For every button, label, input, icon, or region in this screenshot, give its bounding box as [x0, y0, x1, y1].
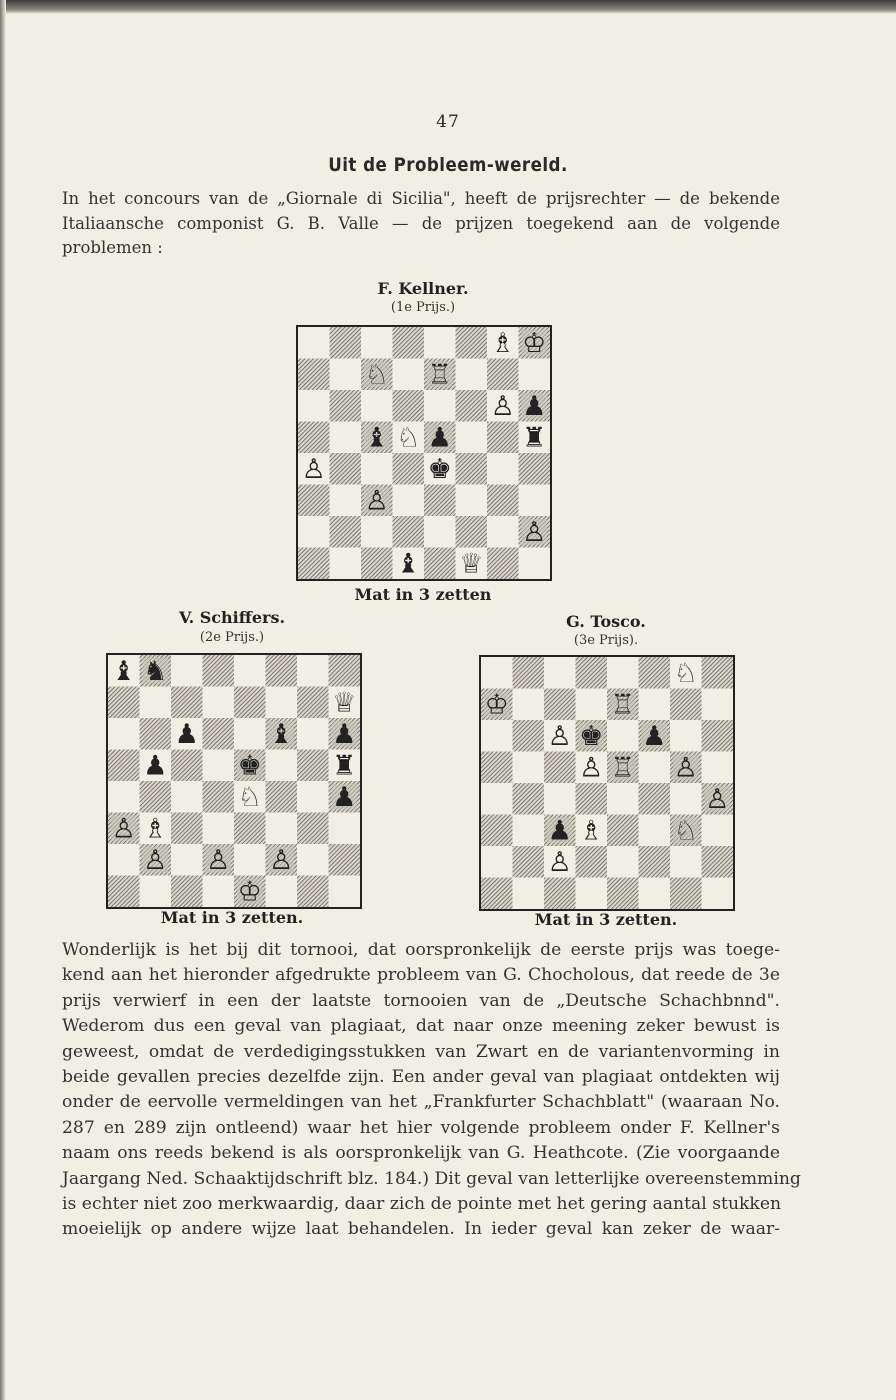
dark-square — [487, 422, 519, 454]
light-square — [639, 815, 671, 847]
light-square — [140, 687, 172, 719]
white-knight-icon: ♘ — [396, 422, 421, 454]
black-rook-icon: ♜ — [332, 750, 357, 782]
caption-3: Mat in 3 zetten. — [534, 910, 678, 929]
dark-square — [393, 453, 425, 485]
dark-square — [234, 813, 266, 845]
light-square — [140, 876, 172, 908]
dark-square — [393, 390, 425, 422]
white-bishop-icon: ♗ — [490, 327, 515, 359]
black-pawn-icon: ♟ — [174, 718, 199, 750]
light-square — [171, 655, 203, 687]
light-square — [203, 876, 235, 908]
prize-label-1: (1e Prijs.) — [390, 300, 456, 315]
light-square — [361, 516, 393, 548]
dark-square — [297, 876, 329, 908]
white-king-icon: ♔ — [484, 689, 509, 721]
page-edge-left — [0, 0, 6, 1400]
body-line: kend aan het hieronder afgedrukte probleem van G. Chocholous, dat reede de 3e — [62, 965, 780, 986]
body-line: prijs verwierf in een der laatste tornooien van de „Deutsche Schachbnnd". — [62, 990, 780, 1011]
composer-tosco: G. Tosco. — [566, 612, 646, 631]
body-line: Jaargang Ned. Schaaktijdschrift blz. 184.) Dit geval van letterlijke overeenstemming — [62, 1168, 801, 1189]
light-square — [513, 689, 545, 721]
dark-square — [487, 485, 519, 517]
white-pawn-icon: ♙ — [111, 813, 136, 845]
dark-square — [171, 750, 203, 782]
caption-2: Mat in 3 zetten. — [160, 908, 304, 927]
composer-kellner: F. Kellner. — [377, 279, 469, 298]
black-king-icon: ♚ — [579, 720, 604, 752]
dark-square — [513, 720, 545, 752]
dark-square — [140, 718, 172, 750]
white-knight-icon: ♘ — [237, 781, 262, 813]
prize-label-3: (3e Prijs). — [573, 633, 639, 648]
light-square — [393, 359, 425, 391]
white-bishop-icon: ♗ — [143, 813, 168, 845]
dark-square — [456, 327, 488, 359]
intro-line: Italiaansche componist G. B. Valle — de prijzen toegekend aan de volgende — [62, 213, 780, 233]
body-line: 287 en 289 zijn ontleend) waar het hier volgende probleem onder F. Kellner's — [62, 1117, 780, 1138]
dark-square — [607, 878, 639, 910]
dark-square — [171, 687, 203, 719]
dark-square — [266, 781, 298, 813]
light-square — [330, 485, 362, 517]
dark-square — [576, 783, 608, 815]
white-pawn-icon: ♙ — [547, 720, 572, 752]
light-square — [607, 846, 639, 878]
black-bishop-icon: ♝ — [111, 655, 136, 687]
intro-line: problemen : — [62, 238, 163, 258]
black-king-icon: ♚ — [237, 750, 262, 782]
black-bishop-icon: ♝ — [364, 422, 389, 454]
body-line: Wonderlijk is het bij dit tornooi, dat oorspronkelijk de eerste prijs was toege- — [62, 940, 780, 960]
light-square — [576, 878, 608, 910]
light-square — [481, 657, 513, 689]
page-title: Uit de Probleem-wereld. — [328, 154, 568, 176]
dark-square — [576, 657, 608, 689]
dark-square — [266, 655, 298, 687]
light-square — [519, 359, 551, 391]
light-square — [203, 687, 235, 719]
dark-square — [544, 752, 576, 784]
light-square — [298, 516, 330, 548]
light-square — [297, 844, 329, 876]
black-rook-icon: ♜ — [522, 422, 547, 454]
white-pawn-icon: ♙ — [269, 844, 294, 876]
dark-square — [298, 422, 330, 454]
white-king-icon: ♔ — [237, 876, 262, 907]
light-square — [234, 844, 266, 876]
white-pawn-icon: ♙ — [364, 485, 389, 517]
light-square — [203, 813, 235, 845]
white-pawn-icon: ♙ — [301, 453, 326, 485]
body-line: onder de eervolle vermeldingen van het „Frankfurter Schachblatt" (waaraan No. — [62, 1092, 780, 1113]
light-square — [607, 657, 639, 689]
dark-square — [171, 813, 203, 845]
light-square — [234, 718, 266, 750]
composer-schiffers: V. Schiffers. — [178, 608, 286, 627]
body-line: geweest, omdat de verdedigingsstukken van Zwart en de variantenvorming in — [62, 1041, 780, 1062]
light-square — [456, 359, 488, 391]
light-square — [424, 390, 456, 422]
light-square — [456, 485, 488, 517]
dark-square — [203, 781, 235, 813]
chess-board-3 — [479, 655, 735, 911]
light-square — [639, 752, 671, 784]
dark-square — [670, 878, 702, 910]
white-knight-icon: ♘ — [673, 815, 698, 847]
intro-line: In het concours van de „Giornale di Sicilia", heeft de prijsrechter — de bekende — [62, 189, 780, 208]
black-bishop-icon: ♝ — [269, 718, 294, 750]
light-square — [670, 846, 702, 878]
light-square — [702, 689, 734, 721]
light-square — [481, 846, 513, 878]
black-bishop-icon: ♝ — [396, 548, 421, 579]
light-square — [297, 718, 329, 750]
black-pawn-icon: ♟ — [332, 781, 357, 813]
light-square — [513, 752, 545, 784]
light-square — [639, 689, 671, 721]
light-square — [330, 548, 362, 580]
light-square — [544, 783, 576, 815]
black-king-icon: ♚ — [427, 453, 452, 485]
light-square — [266, 687, 298, 719]
dark-square — [298, 359, 330, 391]
dark-square — [481, 815, 513, 847]
light-square — [266, 750, 298, 782]
body-line: beide gevallen precies dezelfde zijn. Een ander geval van plagiaat ontdekten wij — [62, 1067, 780, 1088]
chess-diagram-schiffers — [108, 655, 360, 907]
body-line: naam ons reeds bekend is als oorspronkelijk van G. Heathcote. (Zie voorgaande — [62, 1143, 780, 1164]
dark-square — [424, 485, 456, 517]
light-square — [513, 815, 545, 847]
dark-square — [393, 327, 425, 359]
white-rook-icon: ♖ — [427, 359, 452, 391]
light-square — [670, 783, 702, 815]
body-line: is echter niet zoo merkwaardig, daar zich de pointe met het gering aantal stukken — [62, 1194, 782, 1215]
chess-diagram-kellner — [298, 327, 550, 579]
dark-square — [487, 359, 519, 391]
light-square — [544, 657, 576, 689]
white-rook-icon: ♖ — [610, 752, 635, 784]
light-square — [393, 485, 425, 517]
chess-board-2 — [106, 653, 362, 909]
dark-square — [702, 657, 734, 689]
dark-square — [330, 390, 362, 422]
light-square — [424, 516, 456, 548]
black-pawn-icon: ♟ — [427, 422, 452, 454]
light-square — [513, 878, 545, 910]
dark-square — [456, 453, 488, 485]
light-square — [487, 453, 519, 485]
light-square — [481, 720, 513, 752]
dark-square — [576, 846, 608, 878]
light-square — [607, 783, 639, 815]
light-square — [108, 844, 140, 876]
body-paragraph — [62, 938, 801, 1243]
white-rook-icon: ♖ — [610, 689, 635, 721]
dark-square — [330, 453, 362, 485]
white-pawn-icon: ♙ — [206, 844, 231, 876]
page-number: 47 — [436, 112, 460, 132]
dark-square — [108, 750, 140, 782]
light-square — [266, 876, 298, 908]
light-square — [702, 815, 734, 847]
light-square — [266, 813, 298, 845]
white-pawn-icon: ♙ — [673, 752, 698, 784]
dark-square — [361, 548, 393, 580]
dark-square — [639, 846, 671, 878]
light-square — [108, 781, 140, 813]
light-square — [171, 844, 203, 876]
dark-square — [329, 844, 361, 876]
dark-square — [456, 390, 488, 422]
light-square — [330, 422, 362, 454]
light-square — [456, 422, 488, 454]
light-square — [576, 689, 608, 721]
dark-square — [171, 876, 203, 908]
light-square — [203, 750, 235, 782]
dark-square — [297, 813, 329, 845]
dark-square — [108, 687, 140, 719]
dark-square — [639, 657, 671, 689]
white-king-icon: ♔ — [522, 327, 547, 359]
light-square — [329, 876, 361, 908]
light-square — [670, 720, 702, 752]
dark-square — [424, 548, 456, 580]
light-square — [297, 655, 329, 687]
dark-square — [639, 783, 671, 815]
light-square — [702, 752, 734, 784]
dark-square — [330, 327, 362, 359]
chess-board-1 — [296, 325, 552, 581]
dark-square — [513, 846, 545, 878]
dark-square — [513, 657, 545, 689]
dark-square — [487, 548, 519, 580]
dark-square — [234, 687, 266, 719]
dark-square — [297, 750, 329, 782]
light-square — [171, 781, 203, 813]
dark-square — [297, 687, 329, 719]
intro-paragraph — [62, 187, 780, 261]
black-pawn-icon: ♟ — [332, 718, 357, 750]
light-square — [519, 548, 551, 580]
light-square — [234, 655, 266, 687]
light-square — [519, 485, 551, 517]
light-square — [702, 878, 734, 910]
dark-square — [456, 516, 488, 548]
black-pawn-icon: ♟ — [143, 750, 168, 782]
white-pawn-icon: ♙ — [579, 752, 604, 784]
dark-square — [140, 781, 172, 813]
light-square — [607, 720, 639, 752]
dark-square — [519, 453, 551, 485]
dark-square — [203, 718, 235, 750]
dark-square — [108, 876, 140, 908]
dark-square — [298, 548, 330, 580]
dark-square — [203, 655, 235, 687]
dark-square — [702, 846, 734, 878]
dark-square — [702, 720, 734, 752]
black-pawn-icon: ♟ — [642, 720, 667, 752]
white-pawn-icon: ♙ — [522, 516, 547, 548]
prize-label-2: (2e Prijs.) — [199, 630, 265, 645]
white-queen-icon: ♕ — [459, 548, 484, 579]
black-pawn-icon: ♟ — [522, 390, 547, 422]
white-pawn-icon: ♙ — [490, 390, 515, 422]
dark-square — [481, 878, 513, 910]
dark-square — [513, 783, 545, 815]
dark-square — [481, 752, 513, 784]
white-knight-icon: ♘ — [673, 657, 698, 689]
light-square — [639, 878, 671, 910]
dark-square — [298, 485, 330, 517]
light-square — [361, 327, 393, 359]
body-line: moeielijk op andere wijze laat behandelen. In ieder geval kan zeker de waar- — [62, 1219, 780, 1240]
white-pawn-icon: ♙ — [547, 846, 572, 878]
light-square — [298, 327, 330, 359]
light-square — [361, 453, 393, 485]
dark-square — [330, 516, 362, 548]
light-square — [481, 783, 513, 815]
white-pawn-icon: ♙ — [143, 844, 168, 876]
light-square — [487, 516, 519, 548]
white-pawn-icon: ♙ — [705, 783, 730, 815]
light-square — [108, 718, 140, 750]
light-square — [329, 813, 361, 845]
dark-square — [329, 655, 361, 687]
black-pawn-icon: ♟ — [547, 815, 572, 847]
dark-square — [544, 689, 576, 721]
caption-1: Mat in 3 zetten — [354, 585, 492, 604]
white-knight-icon: ♘ — [364, 359, 389, 391]
black-knight-icon: ♞ — [143, 655, 168, 687]
body-line: Wederom dus een geval van plagiaat, dat naar onze meening zeker bewust is — [62, 1016, 780, 1037]
light-square — [361, 390, 393, 422]
dark-square — [607, 815, 639, 847]
light-square — [330, 359, 362, 391]
white-bishop-icon: ♗ — [579, 815, 604, 847]
dark-square — [544, 878, 576, 910]
white-queen-icon: ♕ — [332, 687, 357, 719]
light-square — [298, 390, 330, 422]
chess-diagram-tosco — [481, 657, 733, 909]
light-square — [297, 781, 329, 813]
page-edge — [0, 0, 896, 14]
dark-square — [670, 689, 702, 721]
light-square — [424, 327, 456, 359]
dark-square — [393, 516, 425, 548]
